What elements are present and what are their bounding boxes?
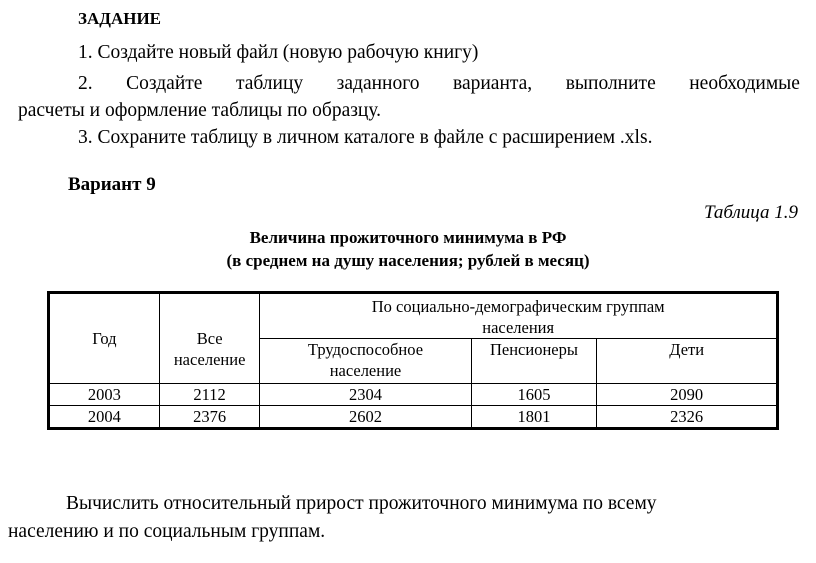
cell-all: 2112 [159, 384, 260, 406]
subsistence-minimum-table [47, 291, 779, 430]
table-title: Величина прожиточного минимума в РФ [249, 228, 567, 247]
cell-children: 2326 [597, 406, 778, 429]
header-pensioners: Пенсионеры [471, 339, 597, 384]
cell-children: 2090 [597, 384, 778, 406]
table-row [49, 406, 778, 429]
header-working: Трудоспособное население [260, 339, 471, 384]
task-item-2-word: варианта, [453, 73, 533, 94]
cell-pensioners: 1801 [471, 406, 597, 429]
variant-title: Вариант 9 [68, 174, 156, 195]
task-item-2-word: Создайте [126, 73, 203, 94]
instruction-line-1: Вычислить относительный прирост прожиточного минимума по всему [66, 493, 657, 514]
table-subtitle: (в среднем на душу населения; рублей в месяц) [226, 251, 590, 270]
cell-working: 2304 [260, 384, 471, 406]
table-header-row [49, 293, 778, 339]
task-item-2-line-1 [78, 73, 800, 95]
header-group: По социально-демографическим группам населения [260, 293, 778, 339]
header-children: Дети [597, 339, 778, 384]
task-item-2-word: выполните [565, 73, 656, 94]
instruction-line-2: населению и по социальным группам. [8, 521, 326, 542]
header-all-population: Все население [159, 293, 260, 384]
header-year: Год [49, 293, 160, 384]
task-item-2-line-2: расчеты и оформление таблицы по образцу. [18, 100, 382, 121]
table-number-label: Таблица 1.9 [704, 202, 798, 223]
task-item-3: 3. Сохраните таблицу в личном каталоге в файле с расширением .xls. [78, 127, 653, 148]
cell-pensioners: 1605 [471, 384, 597, 406]
cell-all: 2376 [159, 406, 260, 429]
task-item-2-word: таблицу [235, 73, 304, 94]
assignment-heading: ЗАДАНИЕ [78, 9, 162, 28]
task-item-1: 1. Создайте новый файл (новую рабочую книгу) [78, 42, 479, 63]
task-item-2-word: необходимые [689, 73, 800, 94]
table-row [49, 384, 778, 406]
task-item-2-word: 2. [78, 73, 93, 94]
cell-year: 2003 [49, 384, 160, 406]
cell-year: 2004 [49, 406, 160, 429]
task-item-2-word: заданного [336, 73, 420, 94]
cell-working: 2602 [260, 406, 471, 429]
